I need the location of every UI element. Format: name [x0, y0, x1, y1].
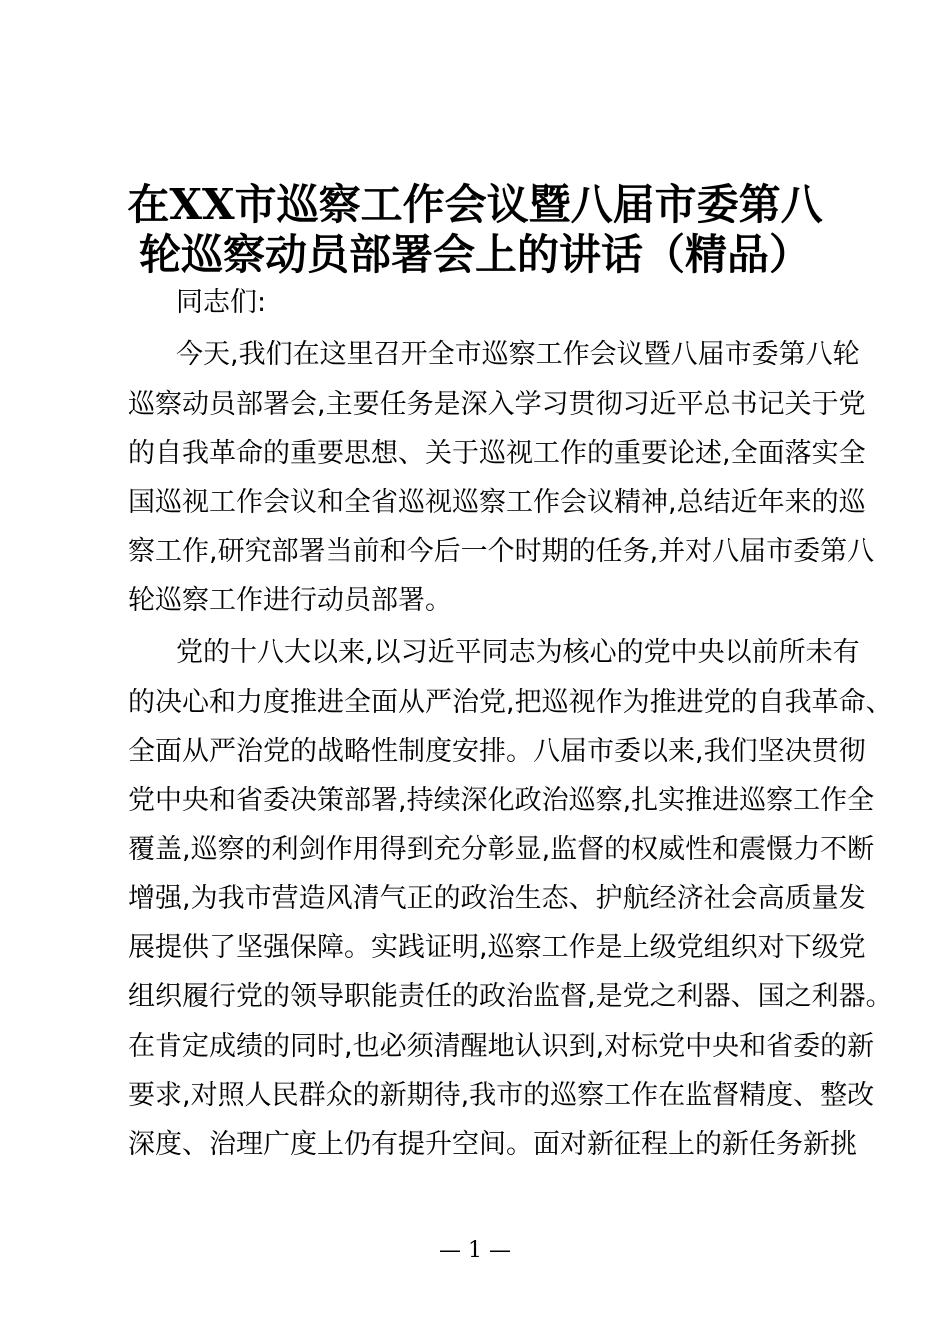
paragraph-line: 巡察动员部署会,主要任务是深入学习贯彻习近平总书记关于党: [128, 389, 866, 420]
page-number: — 1 —: [439, 1238, 511, 1263]
paragraph-line: 党中央和省委决策部署,持续深化政治巡察,扎实推进巡察工作全: [128, 785, 875, 816]
paragraph-line: 国巡视工作会议和全省巡视巡察工作会议精神,总结近年来的巡: [128, 487, 866, 518]
paragraph-line: 增强,为我市营造风清气正的政治生态、护航经济社会高质量发: [128, 883, 866, 914]
paragraph-line: 要求,对照人民群众的新期待,我市的巡察工作在监督精度、整改: [128, 1080, 875, 1111]
paragraph-line: 轮巡察工作进行动员部署。: [128, 585, 452, 616]
paragraph-line: 组织履行党的领导职能责任的政治监督,是党之利器、国之利器。: [128, 981, 893, 1012]
title-line-2: 轮巡察动员部署会上的讲话（精品）: [138, 230, 811, 279]
document-title: [0, 180, 950, 280]
paragraph-line: 察工作,研究部署当前和今后一个时期的任务,并对八届市委第八: [128, 536, 875, 567]
paragraph-line: 的自我革命的重要思想、关于巡视工作的重要论述,全面落实全: [128, 438, 866, 469]
paragraph-line: 覆盖,巡察的利剑作用得到充分彰显,监督的权威性和震慑力不断: [128, 834, 875, 865]
paragraph-line: 的决心和力度推进全面从严治党,把巡视作为推进党的自我革命、: [128, 687, 893, 718]
paragraph-line: 全面从严治党的战略性制度安排。八届市委以来,我们坚决贯彻: [128, 736, 866, 767]
paragraph-line: 党的十八大以来,以习近平同志为核心的党中央以前所未有: [176, 637, 860, 668]
paragraph-line: 展提供了坚强保障。实践证明,巡察工作是上级党组织对下级党: [128, 932, 866, 963]
paragraph-line: 今天,我们在这里召开全市巡察工作会议暨八届市委第八轮: [176, 339, 860, 370]
salutation: 同志们:: [176, 287, 267, 318]
paragraph-line: 深度、治理广度上仍有提升空间。面对新征程上的新任务新挑: [128, 1129, 857, 1160]
paragraph-line: 在肯定成绩的同时,也必须清醒地认识到,对标党中央和省委的新: [128, 1031, 875, 1062]
title-line-1: 在XX市巡察工作会议暨八届市委第八: [127, 180, 823, 229]
